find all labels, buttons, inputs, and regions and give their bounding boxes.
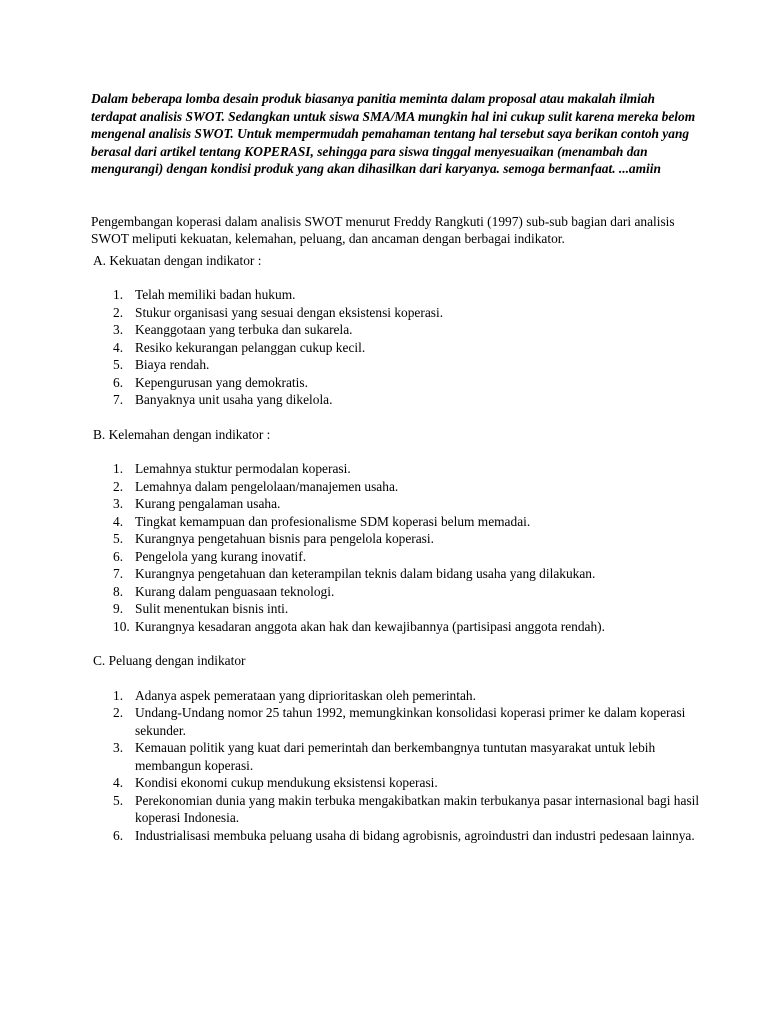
list-item-text: Lemahnya stuktur permodalan koperasi. [135,461,351,477]
list-item [91,339,701,357]
list-item-number: 6. [113,827,124,843]
list-item [91,391,701,409]
section-title: A. Kekuatan dengan indikator : [93,252,262,268]
list-item-text: Kurang pengalaman usaha. [135,496,281,512]
list-item [91,495,701,513]
list-item [91,792,701,827]
list-item-number: 4. [113,339,124,355]
list-item-text: Stukur organisasi yang sesuai dengan eksistensi koperasi. [135,304,444,320]
swot-sections [91,252,701,845]
list-item [91,618,701,636]
list-item [91,460,701,478]
list-item-number: 2. [113,304,124,320]
list-item [91,304,701,322]
list-item-number: 10. [113,618,130,634]
list-item [91,530,701,548]
list-item [91,548,701,566]
list-item-number: 5. [113,792,124,808]
list-item-number: 2. [113,705,124,721]
list-item-text: Kurangnya pengetahuan bisnis para pengelola koperasi. [135,531,434,547]
list-item-text: Pengelola yang kurang inovatif. [135,548,307,564]
list-item-number: 9. [113,601,124,617]
list-item [91,513,701,531]
indicator-list [91,460,701,635]
indicator-list [91,687,701,845]
section-a [91,252,701,409]
section-title: B. Kelemahan dengan indikator : [93,426,271,442]
list-item [91,565,701,583]
list-item-number: 7. [113,392,124,408]
list-item-text: Kurangnya kesadaran anggota akan hak dan kewajibannya (partisipasi anggota rendah). [135,618,605,634]
list-item-text: Resiko kekurangan pelanggan cukup kecil. [135,339,366,355]
list-item [91,356,701,374]
list-item-text: Biaya rendah. [135,357,210,373]
list-item-text: Adanya aspek pemerataan yang diprioritaskan oleh pemerintah. [135,687,476,703]
list-item-text: Undang-Undang nomor 25 tahun 1992, memungkinkan konsolidasi koperasi primer ke dalam koperasi sekunder. [135,705,686,738]
list-item-number: 3. [113,322,124,338]
section-title: C. Peluang dengan indikator [93,653,246,669]
list-item-number: 3. [113,496,124,512]
list-item-text: Kondisi ekonomi cukup mendukung eksistensi koperasi. [135,775,438,791]
body-paragraph: Pengembangan koperasi dalam analisis SWOT menurut Freddy Rangkuti (1997) sub-sub bagian dari analisis SWOT meliputi kekuatan, kelemahan, peluang, dan ancaman dengan berbagai indikator. [91,213,675,247]
intro-paragraph: Dalam beberapa lomba desain produk biasanya panitia meminta dalam proposal atau makalah ilmiah terdapat analisis SWOT. Sedangkan untuk siswa SMA/MA mungkin hal ini cukup sulit karena mereka belom mengenal analisis SWOT. Untuk mempermudah pemahaman tentang hal tersebut saya berikan contoh yang berasal dari artikel tentang KOPERASI, sehingga para siswa tinggal menyesuaikan (menambah dan mengurangi) dengan kondisi produk yang akan dihasilkan dari karyanya. semoga bermanfaat. ...amiin [91,91,696,177]
list-item [91,374,701,392]
list-item-number: 8. [113,583,124,599]
list-item-text: Keanggotaan yang terbuka dan sukarela. [135,322,353,338]
list-item [91,600,701,618]
list-item-number: 4. [113,775,124,791]
list-item [91,478,701,496]
list-item [91,687,701,705]
list-item [91,774,701,792]
list-item-number: 6. [113,374,124,390]
list-item-text: Banyaknya unit usaha yang dikelola. [135,392,333,408]
list-item-text: Perekonomian dunia yang makin terbuka mengakibatkan makin terbukanya pasar internasional bagi hasil koperasi Indonesia. [135,792,700,826]
list-item-number: 1. [113,287,124,303]
list-item-text: Lemahnya dalam pengelolaan/manajemen usaha. [135,478,399,494]
section-c [91,652,701,844]
list-item-text: Tingkat kemampuan dan profesionalisme SDM koperasi belum memadai. [135,513,531,529]
list-item-number: 1. [113,687,124,703]
list-item-number: 3. [113,740,124,756]
list-item [91,739,701,774]
document-page [91,90,701,844]
list-item-text: Industrialisasi membuka peluang usaha di bidang agrobisnis, agroindustri dan industri pedesaan lainnya. [135,827,695,843]
list-item-number: 2. [113,478,124,494]
list-item-text: Kepengurusan yang demokratis. [135,374,308,390]
list-item [91,321,701,339]
list-item [91,286,701,304]
list-item-number: 4. [113,513,124,529]
indicator-list [91,286,701,409]
section-b [91,426,701,636]
list-item-number: 1. [113,461,124,477]
list-item [91,827,701,845]
list-item-text: Kemauan politik yang kuat dari pemerintah dan berkembangnya tuntutan masyarakat untuk lebih membangun koperasi. [135,740,656,773]
list-item [91,704,701,739]
list-item-number: 5. [113,357,124,373]
list-item-text: Kurang dalam penguasaan teknologi. [135,583,335,599]
list-item-text: Telah memiliki badan hukum. [135,287,296,303]
list-item-number: 7. [113,566,124,582]
list-item [91,583,701,601]
list-item-text: Kurangnya pengetahuan dan keterampilan teknis dalam bidang usaha yang dilakukan. [135,566,596,582]
list-item-number: 5. [113,531,124,547]
list-item-number: 6. [113,548,124,564]
list-item-text: Sulit menentukan bisnis inti. [135,601,289,617]
